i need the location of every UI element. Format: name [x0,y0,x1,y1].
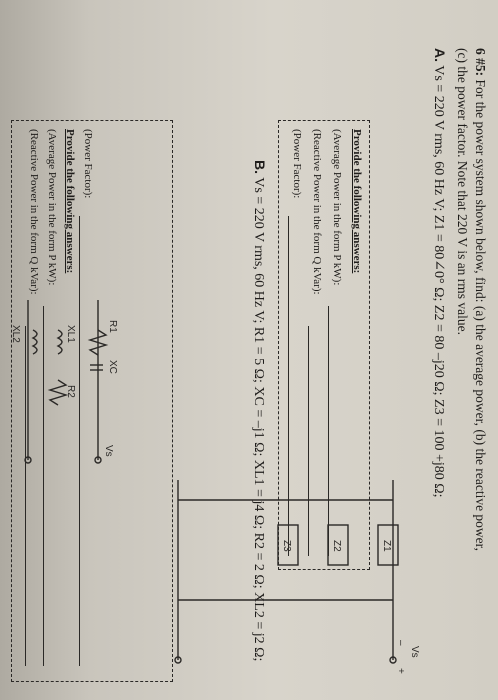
circuit-a [175,480,420,674]
answers-a-reactive-label: (Reactive Power in the form Q kVar): [311,129,323,295]
answers-b-average-label: (Average Power in the form P kW): [46,129,58,286]
question-part-c: (c) the power factor. Note that 220 V is an rms value. [455,48,470,336]
r2-label: R2 [65,385,76,398]
part-a-label: A. [432,48,448,62]
xl1-label: XL1 [65,325,76,343]
r1-label: R1 [107,320,118,333]
xc-label: XC [107,360,118,374]
answers-b-heading: Provide the following answers: [64,129,76,274]
z2-label: Z2 [331,540,342,552]
part-b-label: B. [252,160,268,174]
question-number: 6 #5: [473,48,488,77]
answers-b-reactive-label: (Reactive Power in the form Q kVar): [28,129,40,295]
xl1-inductor [58,330,62,354]
vs-a-minus: – [395,640,406,646]
xl2-label: XL2 [10,325,21,343]
circuit-b [10,300,118,463]
r2-resistor [50,380,66,405]
z3-label: Z3 [281,540,292,552]
z1-label: Z1 [381,540,392,552]
vs-a-plus: + [395,668,406,674]
answers-b-pf-label: (Power Factor): [82,129,94,199]
part-a-values: Vs = 220 V rms, 60 Hz V; Z1 = 80∠0° Ω; Z2 = 80 –j20 Ω; Z3 = 100 +j80 Ω; [431,65,446,498]
question-text: For the power system shown below, find: (a) the average power, (b) the reactive power, [473,79,488,552]
answers-a-average-label: (Average Power in the form P kW): [331,129,343,286]
vs-b-label: Vs [103,445,114,457]
part-b-values: Vs = 220 V rms, 60 Hz V; R1 = 5 Ω; XC = –j1 Ω; XL1 = j4 Ω; R2 = 2 Ω; XL2 = j2 Ω; [251,177,266,662]
xl2-inductor [33,330,37,354]
answers-a-heading: Provide the following answers: [351,129,363,274]
vs-a-label: Vs [409,646,420,658]
answers-a-pf-label: (Power Factor): [291,129,303,199]
